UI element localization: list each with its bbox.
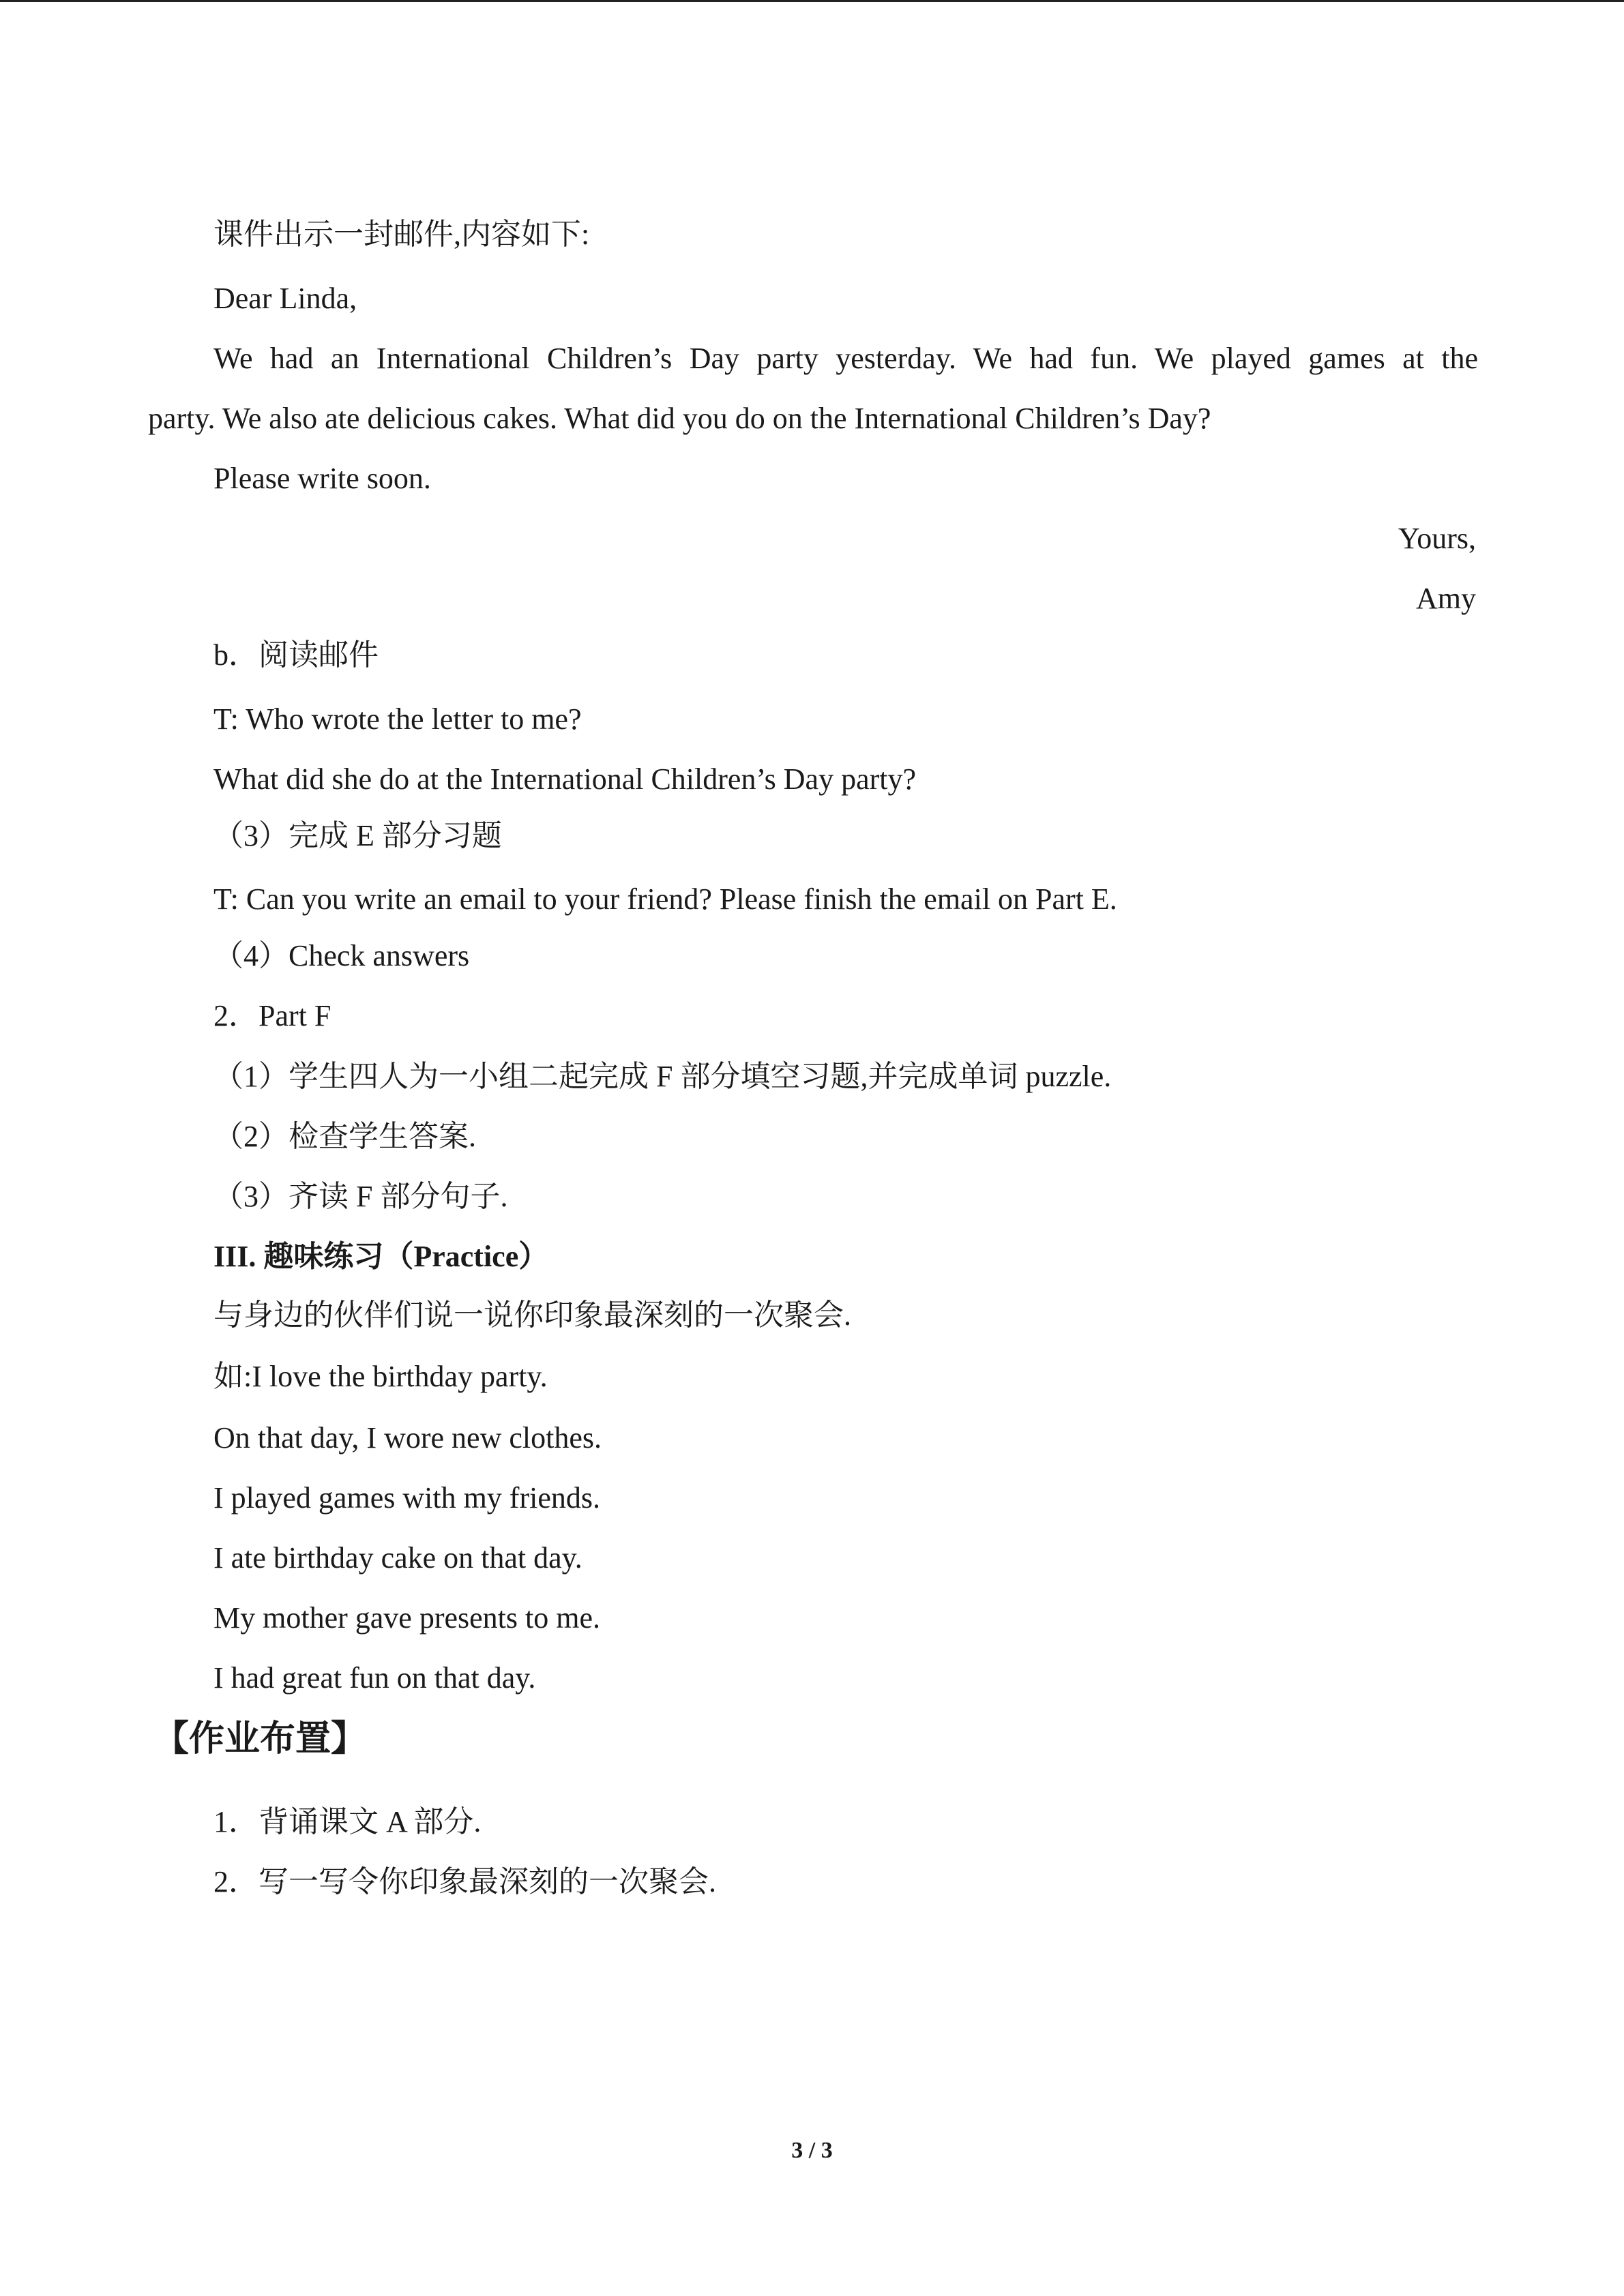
teacher-question-1: T: Who wrote the letter to me?: [213, 702, 582, 736]
email-body-line-2: party. We also ate delicious cakes. What did you do on the International Children’s Day?: [148, 402, 1211, 435]
part-f-step-2: （2）检查学生答案.: [213, 1120, 476, 1153]
email-body-line-3: Please write soon.: [213, 462, 431, 495]
teacher-question-2: What did she do at the International Children’s Day party?: [213, 762, 917, 796]
practice-example-4: I ate birthday cake on that day.: [213, 1541, 582, 1575]
email-signature: Amy: [1416, 582, 1476, 615]
step-3-part-e: （3）完成 E 部分习题: [213, 819, 502, 852]
email-salutation: Dear Linda,: [213, 282, 357, 315]
practice-example-3: I played games with my friends.: [213, 1481, 600, 1515]
part-f-step-1: （1）学生四人为一小组二起完成 F 部分填空习题,并完成单词 puzzle.: [213, 1060, 1112, 1093]
top-border-line: [0, 0, 1624, 2]
teacher-question-3: T: Can you write an email to your friend? Please finish the email on Part E.: [213, 882, 1117, 916]
step-4-check-answers: （4）Check answers: [213, 939, 470, 972]
step-b-read-email: b．阅读邮件: [213, 638, 379, 672]
practice-example-2: On that day, I wore new clothes.: [213, 1421, 602, 1455]
part-f-step-3: （3）齐读 F 部分句子.: [213, 1180, 508, 1213]
practice-example-1: 如:I love the birthday party.: [213, 1360, 548, 1393]
section-2-part-f: 2．Part F: [213, 999, 331, 1032]
section-heading-practice: III. 趣味练习（Practice）: [213, 1240, 549, 1273]
homework-item-2: 2．写一写令你印象最深刻的一次聚会.: [213, 1865, 716, 1898]
practice-instruction: 与身边的伙伴们说一说你印象最深刻的一次聚会.: [213, 1298, 851, 1332]
homework-item-1: 1．背诵课文 A 部分.: [213, 1805, 482, 1838]
practice-example-6: I had great fun on that day.: [213, 1661, 536, 1695]
email-closing: Yours,: [1398, 522, 1476, 555]
email-body-line-1: We had an International Children’s Day party yesterday. We had fun. We played games at the: [213, 342, 1478, 375]
page-number: 3 / 3: [791, 2138, 833, 2163]
homework-heading: 【作业布置】: [153, 1718, 367, 1759]
email-intro: 课件出示一封邮件,内容如下:: [213, 218, 590, 251]
practice-example-5: My mother gave presents to me.: [213, 1601, 600, 1635]
